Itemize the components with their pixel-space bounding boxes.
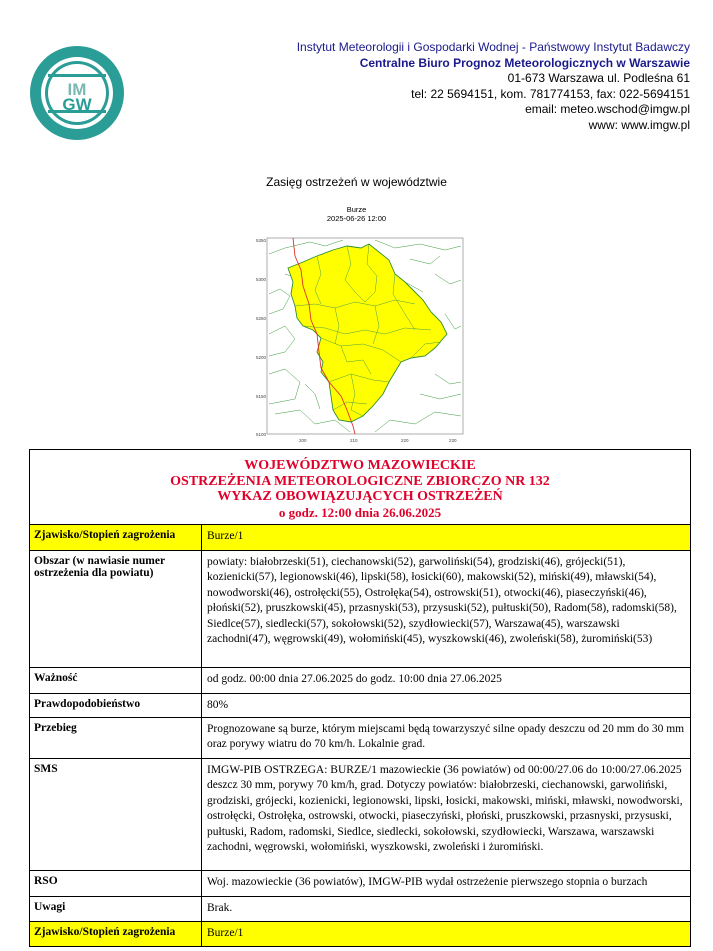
warning-bulletin: [29, 449, 691, 947]
row-value: Burze/1: [202, 922, 690, 946]
row-value: od godz. 00:00 dnia 27.06.2025 do godz. 10:00 dnia 27.06.2025: [207, 673, 502, 685]
x-tick: 210: [350, 438, 358, 443]
row-label: Obszar (w nawiasie numer ostrzeżenia dla powiatu): [30, 551, 202, 667]
y-tick: 5150: [256, 394, 267, 399]
table-row: [30, 922, 690, 947]
table-row: [30, 871, 690, 897]
institute-name: Instytut Meteorologii i Gospodarki Wodnej - Państwowy Instytut Badawczy: [296, 40, 690, 54]
table-row: [30, 718, 690, 759]
map-title: Zasięg ostrzeżeń w województwie: [266, 175, 447, 189]
row-value: 80%: [207, 699, 229, 711]
y-tick: 5100: [256, 432, 267, 437]
institute-header: [297, 40, 690, 133]
row-label: Przebieg: [30, 718, 202, 758]
table-row: [30, 897, 690, 922]
x-tick: 220: [401, 438, 409, 443]
website[interactable]: www: www.imgw.pl: [588, 117, 690, 132]
bulletin-list-title: WYKAZ OBOWIĄZUJĄCYCH OSTRZEŻEŃ: [217, 489, 503, 504]
x-tick: 230: [449, 438, 457, 443]
row-value: Woj. mazowieckie (36 powiatów), IMGW-PIB wydał ostrzeżenie pierwszego stopnia o burzach: [207, 876, 648, 888]
voivodeship-title: WOJEWÓDZTWO MAZOWIECKIE: [244, 458, 476, 473]
row-value: Brak.: [207, 902, 233, 914]
svg-text:IM: IM: [67, 80, 87, 99]
map-phenomenon: Burze: [346, 205, 367, 214]
table-row: [30, 525, 690, 551]
row-label: SMS: [30, 759, 202, 870]
row-value: Burze/1: [202, 525, 690, 550]
bulletin-date: o godz. 12:00 dnia 26.06.2025: [278, 504, 442, 520]
row-label: Zjawisko/Stopień zagrożenia: [30, 525, 202, 550]
bulletin-number: OSTRZEŻENIA METEOROLOGICZNE ZBIORCZO NR 132: [170, 473, 550, 489]
row-label: Uwagi: [30, 897, 202, 921]
email[interactable]: email: meteo.wschod@imgw.pl: [525, 102, 690, 116]
imgw-logo: [28, 44, 126, 142]
row-value: powiaty: białobrzeski(51), ciechanowski(52), garwoliński(54), grodziski(46), grójecki(51), kozienicki(57), legionowski(46), lipski(58), łosicki(60), makowski(52), miński(49), mławski(54), nowodworski(46), ostrołęcki(55), Ostrołęka(54), ostrowski(51), otwocki(46), piaseczyński(46), płoński(52), pruszkowski(45), przasnyski(53), przysuski(52), pułtuski(50), Radom(58), radomski(58), Siedlce(57), siedlecki(57), sokołowski(52), szydłowiecki(57), Warszawa(45), warszawski zachodni(47), węgrowski(49), wołomiński(45), wyszkowski(46), zwoleński(58), żuromiński(53): [207, 556, 677, 646]
bureau-name: Centralne Biuro Prognoz Meteorologicznych w Warszawie: [359, 55, 690, 70]
svg-text:GW: GW: [62, 95, 92, 114]
y-tick: 5200: [256, 355, 267, 360]
x-tick: 200: [299, 438, 307, 443]
row-label: Zjawisko/Stopień zagrożenia: [30, 922, 202, 946]
y-tick: 5250: [256, 316, 267, 321]
bulletin-title: [30, 450, 690, 525]
address: 01-673 Warszawa ul. Podleśna 61: [507, 71, 690, 85]
row-value: IMGW-PIB OSTRZEGA: BURZE/1 mazowieckie (36 powiatów) od 00:00/27.06 do 10:00/27.06.2025 deszcz 30 mm, porywy 70 km/h, grad. Dotyczy powiatów: białobrzeski, ciechanowski, garwoliński, grodziski, grójecki, kozienicki, legionowski, lipski, łosicki, makowski, miński, mławski, nowodworski, ostrołęcki, Ostrołęka, ostrowski, otwocki, piaseczyński, płoński, pruszkowski, przasnyski, przysuski, pułtuski, Radom, radomski, Siedlce, siedlecki, sokołowski, szydłowiecki, Warszawa, warszawski zachodni, węgrowski, wołomiński, wyszkowski, zwoleński i żuromiński.: [207, 764, 683, 854]
map-subtitle-block: [0, 205, 713, 223]
warning-map: [255, 234, 468, 444]
table-row: [30, 694, 690, 718]
row-label: Prawdopodobieństwo: [30, 694, 202, 717]
y-tick: 5300: [256, 277, 267, 282]
phone: tel: 22 5694151, kom. 781774153, fax: 022-5694151: [411, 86, 690, 101]
table-row: [30, 551, 690, 668]
row-label: Ważność: [30, 668, 202, 693]
row-value: Prognozowane są burze, którym miejscami będą towarzyszyć silne opady deszczu od 20 mm do 30 mm oraz porywy wiatru do 70 km/h. Lokalnie grad.: [207, 723, 685, 751]
table-row: [30, 668, 690, 694]
y-tick: 5350: [256, 238, 267, 243]
map-datetime: 2025-06-26 12:00: [326, 214, 387, 223]
table-row: [30, 759, 690, 871]
row-label: RSO: [30, 871, 202, 896]
